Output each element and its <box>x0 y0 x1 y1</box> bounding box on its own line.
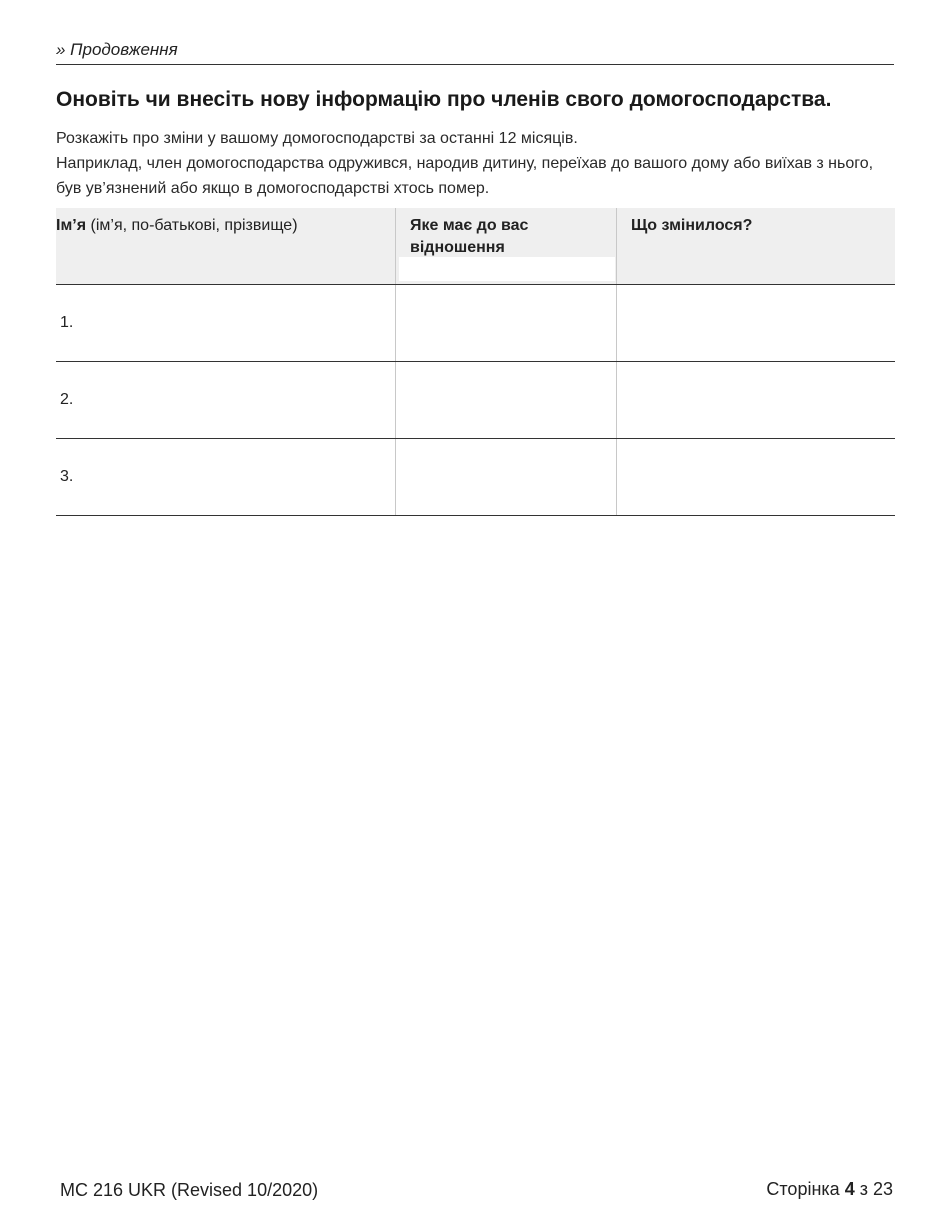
row-number: 2. <box>60 391 74 408</box>
intro-line-1: Розкажіть про зміни у вашому домогосподарстві за останні 12 місяців. <box>56 130 578 147</box>
row-number: 3. <box>60 468 74 485</box>
relation-cell[interactable] <box>395 362 616 438</box>
form-identifier: MC 216 UKR (Revised 10/2020) <box>60 1180 319 1200</box>
column-header-change-label: Що змінилося? <box>631 217 753 234</box>
page-total: 23 <box>872 1179 893 1199</box>
table-row <box>56 285 895 362</box>
column-header-change <box>616 208 895 284</box>
section-intro <box>56 126 896 201</box>
name-cell[interactable] <box>56 362 395 438</box>
column-header-relation-label: Яке має до вас відношення <box>410 217 529 256</box>
column-header-relation <box>395 208 616 284</box>
section-title: Оновіть чи внесіть нову інформацію про членів свого домогосподарства. <box>56 88 832 111</box>
table-row <box>56 362 895 439</box>
table-row <box>56 439 895 516</box>
relation-cell[interactable] <box>395 285 616 361</box>
name-cell[interactable] <box>56 285 395 361</box>
column-header-name-rest: (ім’я, по-батькові, прізвище) <box>86 217 298 234</box>
column-header-name-bold: Ім’я <box>56 217 87 234</box>
change-cell[interactable] <box>616 362 895 438</box>
relation-header-blank <box>399 257 615 281</box>
page-number <box>766 1179 893 1200</box>
name-cell[interactable] <box>56 439 395 515</box>
row-number: 1. <box>60 314 74 331</box>
page-prefix: Сторінка <box>766 1179 845 1199</box>
page-current: 4 <box>844 1179 855 1199</box>
page-separator: з <box>854 1179 873 1199</box>
change-cell[interactable] <box>616 439 895 515</box>
column-header-name <box>56 208 395 284</box>
table-header <box>56 208 895 285</box>
intro-line-2: Наприклад, член домогосподарства одружився, народив дитину, переїхав до вашого дому або виїхав з нього, був ув’язнений або якщо в домогосподарстві хтось помер. <box>56 155 874 197</box>
household-changes-table <box>56 208 895 516</box>
top-divider <box>56 64 894 65</box>
relation-cell[interactable] <box>395 439 616 515</box>
continuation-label: » Продовження <box>56 40 178 59</box>
change-cell[interactable] <box>616 285 895 361</box>
